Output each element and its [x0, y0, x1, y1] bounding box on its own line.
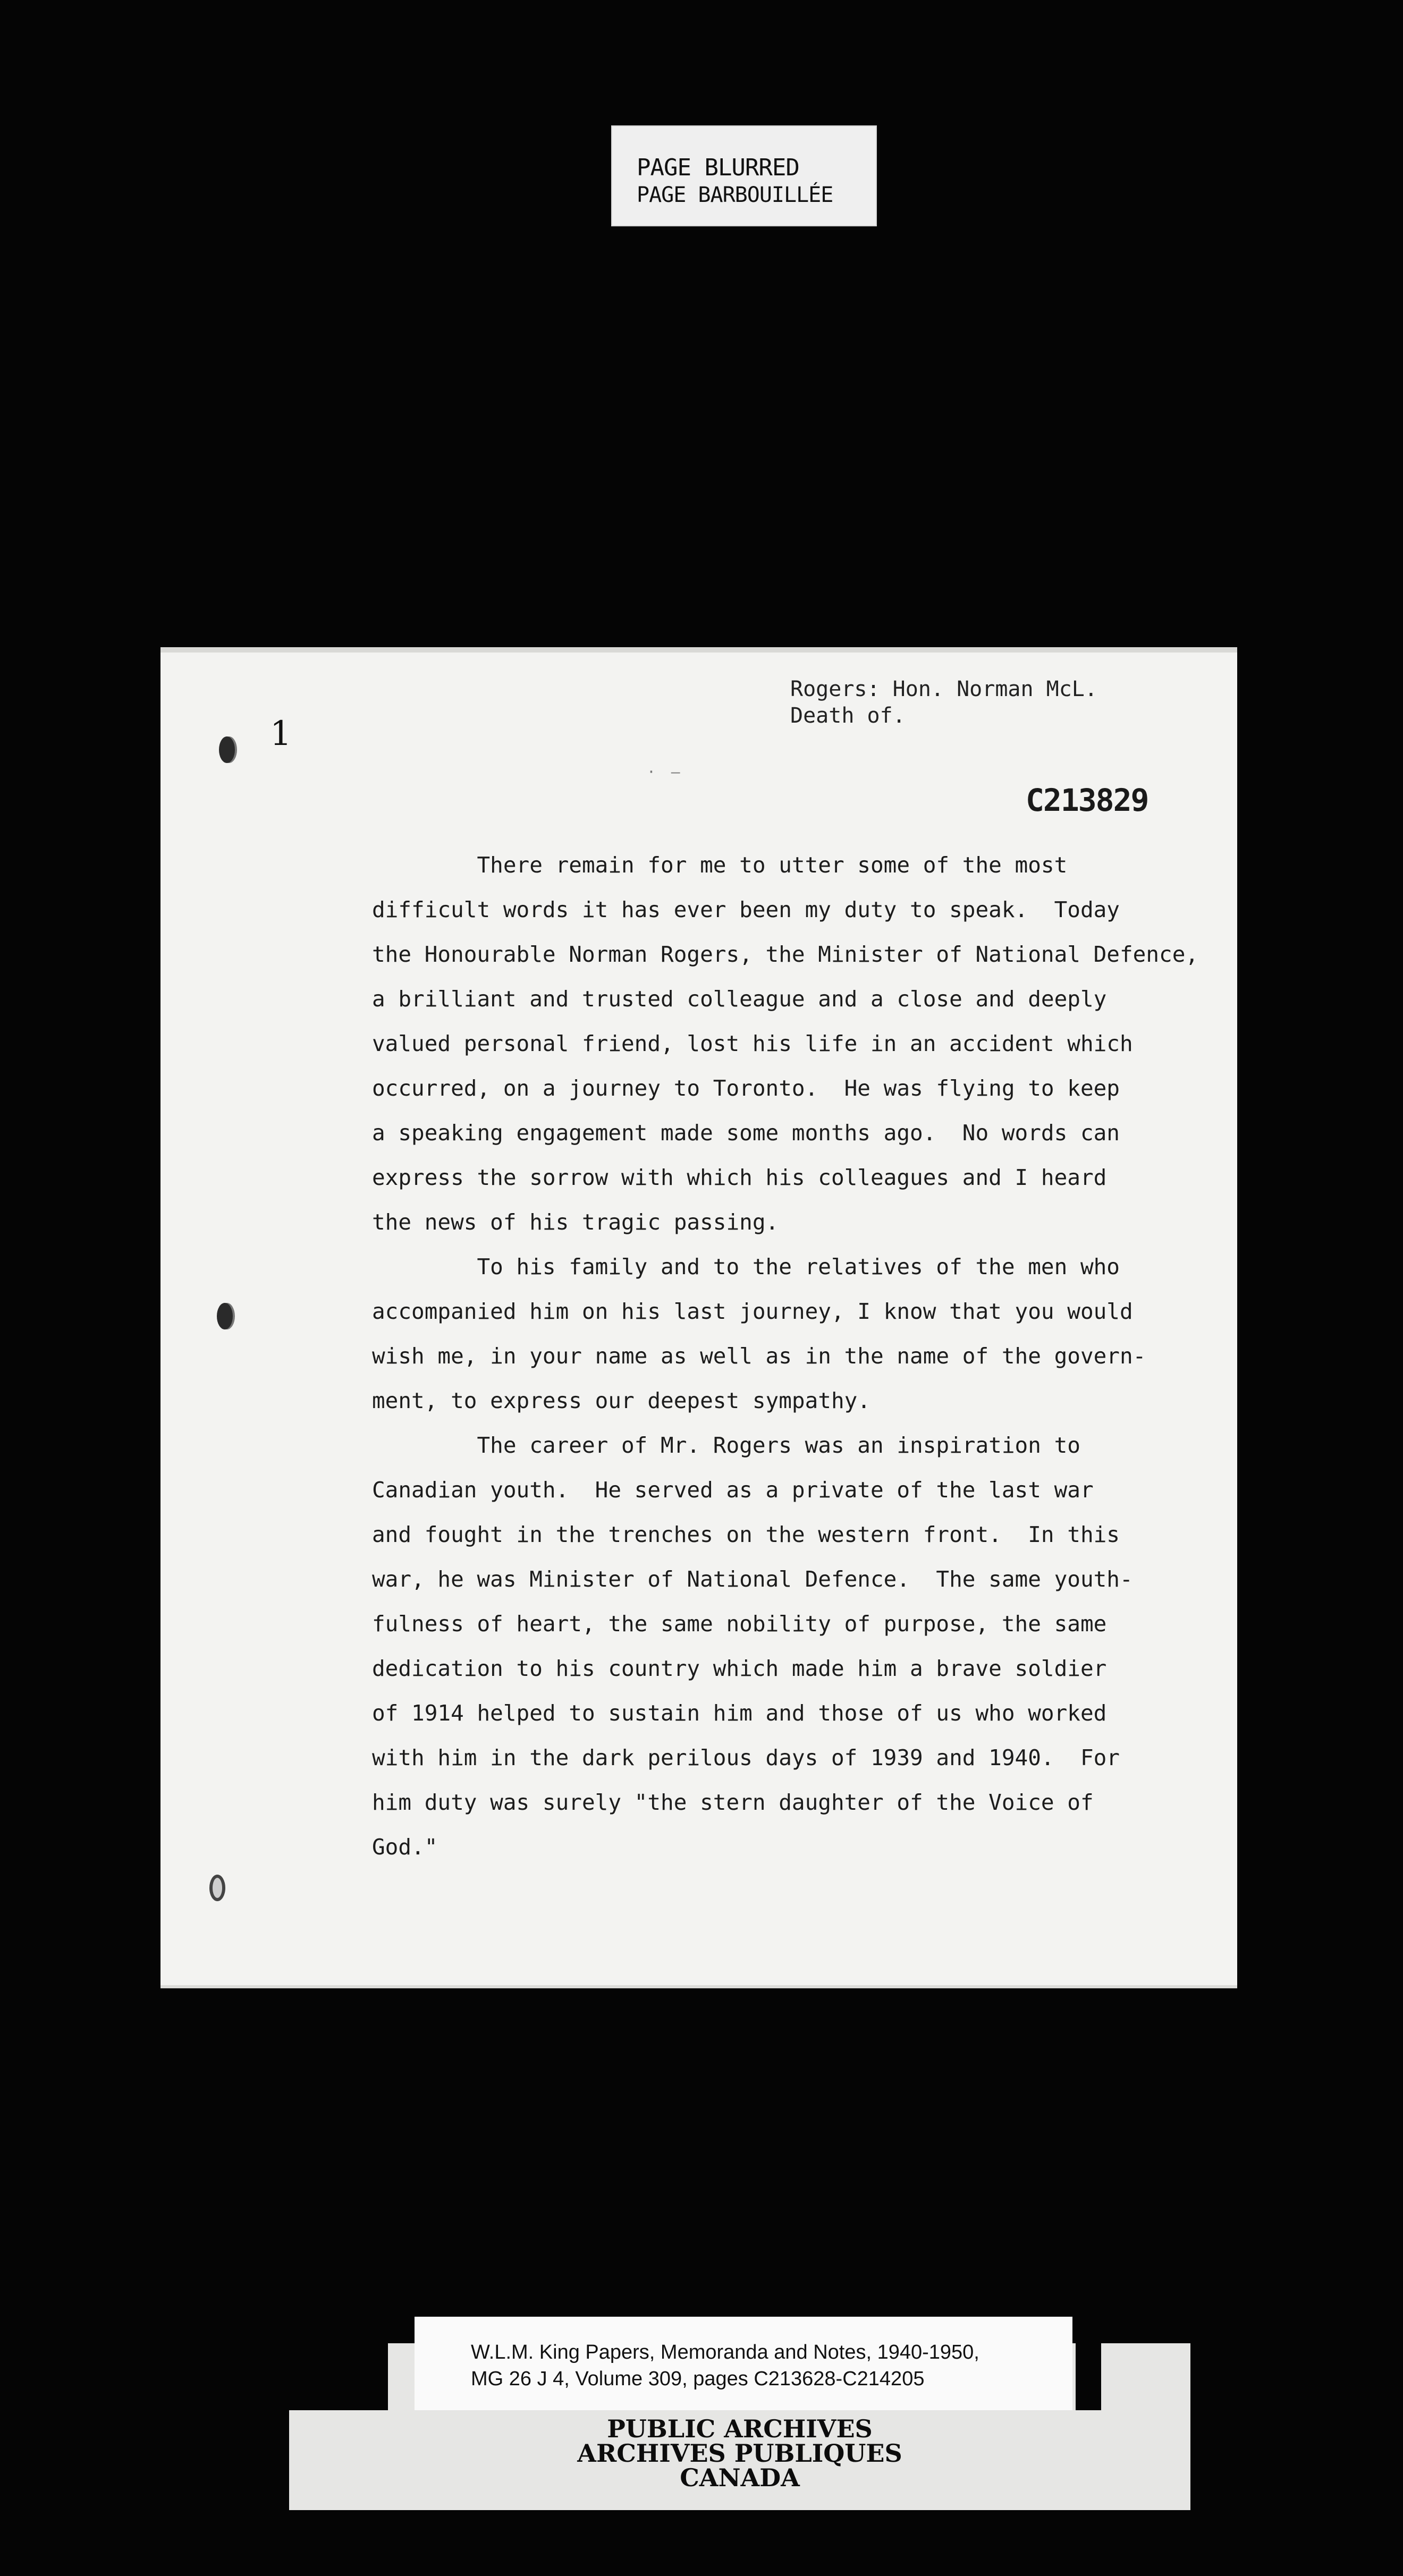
document-page: [160, 647, 1237, 1988]
citation-line-1: W.L.M. King Papers, Memoranda and Notes, 1940-1950,: [471, 2341, 979, 2363]
text-line: express the sorrow with which his colleagues and I heard: [372, 1165, 1107, 1190]
text-line: with him in the dark perilous days of 1939 and 1940. For: [372, 1745, 1120, 1770]
text-line: and fought in the trenches on the western front. In this: [372, 1522, 1120, 1547]
stray-marks: · –: [647, 763, 683, 781]
archives-line-3: CANADA: [680, 2463, 800, 2492]
text-line: the Honourable Norman Rogers, the Minister of National Defence,: [372, 942, 1199, 967]
footer-notch-right: [1076, 2343, 1101, 2410]
footer-notch-left: [289, 2343, 388, 2410]
text-line: war, he was Minister of National Defence. The same youth-: [372, 1566, 1133, 1592]
text-line: occurred, on a journey to Toronto. He was flying to keep: [372, 1075, 1120, 1101]
punch-hole-bottom: [209, 1875, 225, 1901]
text-line: him duty was surely "the stern daughter of the Voice of: [372, 1790, 1094, 1815]
document-number: C213829: [1026, 782, 1148, 818]
stamp-line-french: PAGE BARBOUILLÉE: [637, 183, 833, 207]
text-line: God.": [372, 1834, 438, 1860]
archives-stamp: [289, 2414, 1190, 2492]
punch-hole-middle: [217, 1303, 233, 1329]
header-topic: Death of.: [790, 704, 906, 728]
text-line: of 1914 helped to sustain him and those of us who worked: [372, 1700, 1107, 1726]
text-line: The career of Mr. Rogers was an inspiration to: [372, 1433, 1080, 1458]
text-line: wish me, in your name as well as in the name of the govern-: [372, 1343, 1146, 1369]
paragraph: [372, 1244, 1249, 1423]
page-blurred-stamp: [612, 126, 876, 225]
text-line: fulness of heart, the same nobility of purpose, the same: [372, 1611, 1107, 1637]
margin-mark: 1: [270, 714, 292, 753]
stamp-line-english: PAGE BLURRED: [637, 154, 799, 181]
text-line: a brilliant and trusted colleague and a close and deeply: [372, 986, 1107, 1012]
text-line: valued personal friend, lost his life in an accident which: [372, 1031, 1133, 1056]
text-line: There remain for me to utter some of the most: [372, 852, 1068, 878]
text-line: the news of his tragic passing.: [372, 1209, 779, 1235]
text-line: ment, to express our deepest sympathy.: [372, 1388, 870, 1413]
archives-line-2: ARCHIVES PUBLIQUES: [577, 2439, 902, 2468]
text-line: difficult words it has ever been my duty to speak. Today: [372, 897, 1120, 922]
paragraph: [372, 1423, 1249, 1869]
citation-card: [415, 2317, 1072, 2410]
text-line: Canadian youth. He served as a private of the last war: [372, 1477, 1094, 1503]
punch-hole-top: [219, 736, 235, 763]
archives-line-1: PUBLIC ARCHIVES: [607, 2414, 873, 2443]
document-body: [372, 843, 1249, 1869]
paragraph: [372, 843, 1249, 1244]
header-subject: Rogers: Hon. Norman McL.: [790, 677, 1097, 701]
text-line: accompanied him on his last journey, I know that you would: [372, 1299, 1133, 1324]
document-header: [790, 676, 1097, 729]
citation-line-2: MG 26 J 4, Volume 309, pages C213628-C214205: [471, 2368, 925, 2390]
text-line: a speaking engagement made some months ago. No words can: [372, 1120, 1120, 1146]
text-line: To his family and to the relatives of the men who: [372, 1254, 1120, 1279]
text-line: dedication to his country which made him a brave soldier: [372, 1656, 1107, 1681]
